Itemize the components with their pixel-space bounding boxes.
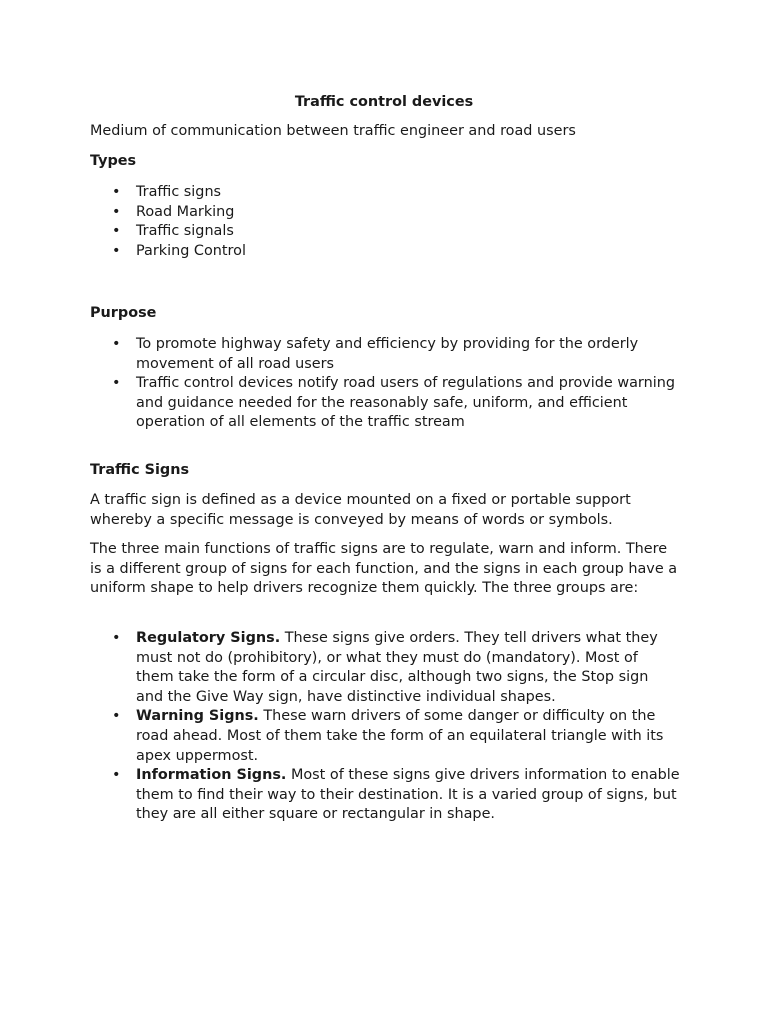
list-item: • Traffic signals	[90, 222, 680, 242]
signs-functions-paragraph: The three main functions of traffic signs are to regulate, warn and inform. There is a different group of signs for each function, and the signs in each group have a uniform shape to help drivers recognize them quickly. The three groups are:	[90, 541, 678, 597]
list-item: • Information Signs. Most of these signs give drivers information to enable them to find their way to their destination. It is a varied group of signs, but they are all either square or rectangular in shape.	[112, 767, 680, 823]
signs-definition-paragraph: A traffic sign is defined as a device mounted on a fixed or portable support whereby a specific message is conveyed by means of words or symbols.	[90, 492, 631, 528]
page-title: Traffic control devices	[294, 94, 474, 110]
list-item: • Road Marking	[90, 203, 680, 223]
list-item: • Parking Control	[90, 242, 680, 262]
bullet-icon: •	[112, 708, 121, 725]
intro-paragraph: Medium of communication between traffic engineer and road users	[90, 123, 576, 139]
bullet-icon: •	[112, 767, 121, 784]
purpose-list	[90, 335, 680, 433]
list-item: • Regulatory Signs. These signs give orders. They tell drivers what they must not do (prohibitory), or what they must do (mandatory). Most of them take the form of a circular disc, although two signs, the Stop sign and the Give Way sign, have distinctive individual shapes.	[112, 630, 658, 705]
bullet-icon: •	[112, 336, 121, 352]
bullet-icon: •	[112, 223, 121, 240]
bullet-icon: •	[112, 242, 121, 259]
list-item: • Traffic control devices notify road users of regulations and provide warning and guidance needed for the reasonably safe, uniform, and efficient operation of all elements of the traffic stream	[112, 375, 675, 431]
list-item: • To promote highway safety and efficiency by providing for the orderly movement of all road users	[112, 336, 639, 372]
traffic-signs-heading: Traffic Signs	[90, 462, 190, 478]
bullet-icon: •	[112, 375, 121, 392]
bullet-icon: •	[112, 630, 121, 646]
types-heading: Types	[90, 153, 137, 169]
purpose-heading: Purpose	[90, 305, 157, 321]
sign-groups-list	[90, 629, 680, 825]
list-item: • Warning Signs. These warn drivers of some danger or difficulty on the road ahead. Most of them take the form of an equilateral triangle with its apex uppermost.	[112, 708, 664, 764]
bullet-icon: •	[112, 203, 121, 220]
list-item: • Traffic signs	[90, 183, 680, 203]
types-list	[90, 183, 680, 261]
bullet-icon: •	[112, 184, 121, 200]
